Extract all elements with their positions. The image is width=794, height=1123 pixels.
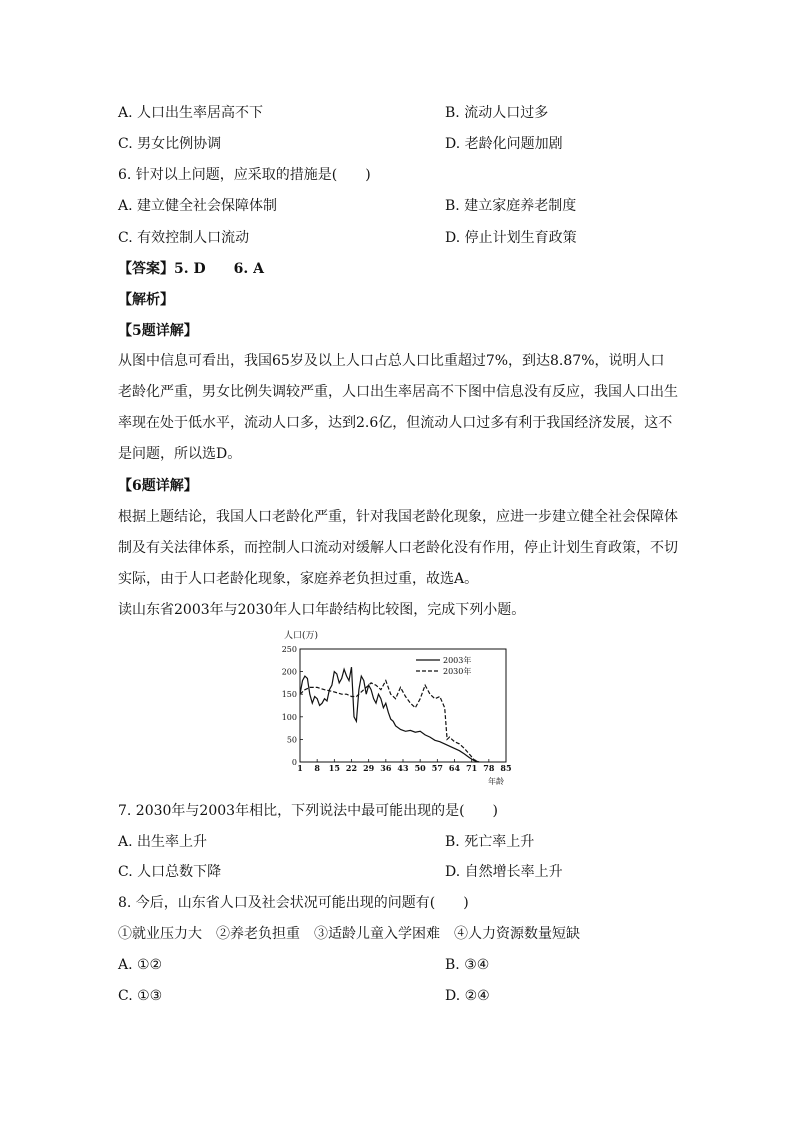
q7-option-c: C. 人口总数下降 [118, 864, 222, 880]
series-line-2030年 [300, 681, 479, 762]
q6-detail-text: 根据上题结论，我国人口老龄化严重，针对我国老龄化现象，应进一步建立健全社会保障体制及有关法律体系，而控制人口流动对缓解人口老龄化没有作用，停止计划生育政策，不切实际，由于人口老龄化现象，家庭养老负担过重，故选A。 [118, 509, 678, 587]
x-tick-label: 1 [297, 763, 303, 773]
answer-line: 【答案】5. D 6. A [118, 261, 264, 277]
x-tick-label: 15 [328, 763, 340, 773]
x-tick-label: 50 [414, 763, 426, 773]
q5-detail-text: 从图中信息可看出，我国65岁及以上人口占总人口比重超过7%，到达8.87%，说明人口老龄化严重，男女比例失调较严重，人口出生率居高不下图中信息没有反应，我国人口出生率现在处于低水平，流动人口多，达到2.6亿，但流动人口过多有利于我国经济发展，这不是问题，所以选D。 [118, 353, 678, 462]
q7-option-d: D. 自然增长率上升 [445, 864, 563, 880]
q8-option-d: D. ②④ [445, 988, 490, 1004]
q8-option-a: A. ①② [118, 957, 163, 973]
q5-option-d: D. 老龄化问题加剧 [445, 136, 563, 152]
q8-statements: ①就业压力大 ②养老负担重 ③适龄儿童入学困难 ④人力资源数量短缺 [118, 926, 580, 942]
q8-option-b: B. ③④ [445, 957, 490, 973]
y-axis-label: 人口(万) [284, 631, 319, 641]
x-tick-label: 64 [448, 763, 461, 773]
series-line-2003年 [300, 667, 479, 762]
x-tick-label: 22 [345, 763, 358, 773]
y-tick-label: 200 [281, 667, 297, 677]
x-tick-label: 78 [483, 763, 495, 773]
x-axis-label: 年龄 [488, 777, 504, 786]
x-tick-label: 85 [500, 763, 512, 773]
y-tick-label: 250 [281, 645, 297, 654]
q6-option-b: B. 建立家庭养老制度 [445, 198, 577, 214]
q6-option-a: A. 建立健全社会保障体制 [118, 198, 278, 214]
q5-option-c: C. 男女比例协调 [118, 136, 222, 152]
q5-detail-heading: 【5题详解】 [118, 323, 198, 339]
passage-intro: 读山东省2003年与2030年人口年龄结构比较图，完成下列小题。 [118, 602, 526, 618]
q6-option-d: D. 停止计划生育政策 [445, 230, 577, 246]
x-tick-label: 29 [363, 763, 375, 773]
q7-stem: 7. 2030年与2003年相比，下列说法中最可能出现的是( ) [118, 803, 498, 819]
population-age-chart [270, 627, 520, 787]
q7-option-b: B. 死亡率上升 [445, 834, 535, 850]
legend-label-2030: 2030年 [443, 667, 472, 676]
y-tick-label: 50 [286, 735, 297, 745]
q5-option-b: B. 流动人口过多 [445, 105, 549, 121]
x-tick-label: 43 [397, 763, 409, 773]
x-tick-label: 57 [431, 763, 443, 773]
x-tick-label: 8 [314, 763, 320, 773]
q6-option-c: C. 有效控制人口流动 [118, 230, 250, 246]
y-tick-label: 150 [281, 690, 297, 700]
x-tick-label: 71 [466, 763, 478, 773]
y-tick-label: 0 [291, 758, 297, 767]
plot-frame [300, 649, 506, 762]
q7-option-a: A. 出生率上升 [118, 834, 208, 850]
legend-label-2003: 2003年 [443, 656, 472, 665]
q8-option-c: C. ①③ [118, 988, 163, 1004]
q8-stem: 8. 今后，山东省人口及社会状况可能出现的问题有( ) [118, 895, 469, 911]
x-tick-label: 36 [380, 763, 392, 773]
q6-stem: 6. 针对以上问题，应采取的措施是( ) [118, 167, 371, 183]
y-tick-label: 100 [281, 712, 297, 722]
analysis-heading: 【解析】 [118, 292, 174, 308]
q6-detail-heading: 【6题详解】 [118, 478, 198, 494]
q5-option-a: A. 人口出生率居高不下 [118, 105, 264, 121]
